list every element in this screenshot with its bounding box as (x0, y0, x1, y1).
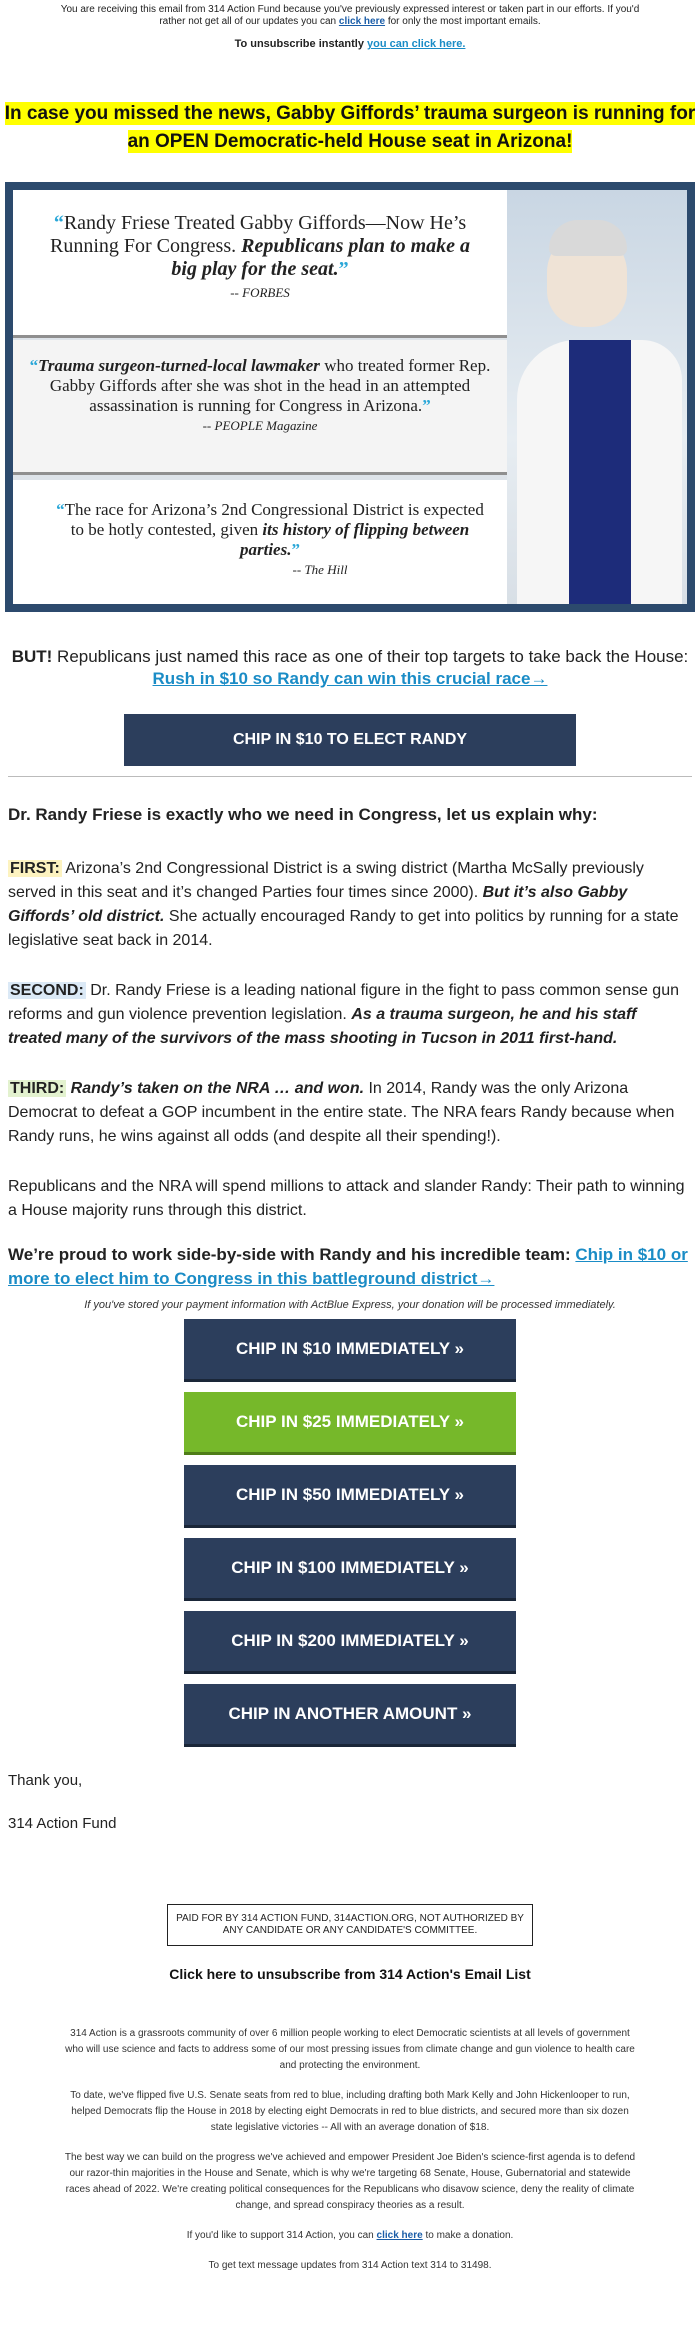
third-paragraph (8, 1077, 692, 1149)
hero-inner (13, 190, 687, 604)
footer-record: To date, we've flipped five U.S. Senate seats from red to blue, including drafting both Mark Kelly and John Hickenlooper to run, helped Democrats flip the House in 2018 by electing eight Democrats in red to blue districts, and secured more than six dozen state legislative victories -- All with an average donation of $18. (70, 2090, 630, 2133)
preheader-text: You are receiving this email from 314 Action Fund because you've previously expressed interest or taken part in our efforts. If you'd rather not get all of our updates you can (60, 4, 640, 27)
quote-hill-text: The race for Arizona’s 2nd Congressional District is expected to be hotly contested, given (64, 500, 484, 539)
chip-in-10-elect-button[interactable]: CHIP IN $10 TO ELECT RANDY (124, 714, 576, 766)
first-after: She actually encouraged Randy to get into politics by running for a state legislative seat back in 2014. (8, 908, 679, 949)
open-quote-mark: “ (56, 500, 65, 519)
footer-about: 314 Action is a grassroots community of over 6 million people working to elect Democratic scientists at all levels of government who will use science and facts to address some of our most pressing issues from climate change and gun violence to health care and protecting the environment. (65, 2028, 635, 2071)
chip-in-another-amount-button[interactable]: CHIP IN ANOTHER AMOUNT » (184, 1684, 516, 1747)
footer-agenda: The best way we can build on the progress we've achieved and empower President Joe Biden's science-first agenda is to defend our razor-thin majorities in the House and Senate, which is why we're targeting 68 Senate, House, Gubernatorial and statewide races ahead of 2022. We're creating political consequences for the Republicans who disavow science, deny the reality of climate change, and spread conspiracy theories as a result. (64, 2152, 636, 2211)
republicans-paragraph: Republicans and the NRA will spend millions to attack and slander Randy: Their path to winning a House majority runs through this district. (8, 1178, 685, 1219)
open-quote-mark: “ (29, 356, 39, 375)
but-text: Republicans just named this race as one of their top targets to take back the House: (52, 647, 689, 666)
section-title: Dr. Randy Friese is exactly who we need in Congress, let us explain why: (8, 805, 598, 824)
but-paragraph (0, 646, 700, 690)
quote-people (13, 340, 507, 475)
signature: 314 Action Fund (8, 1815, 117, 1832)
footer (0, 2026, 700, 2274)
hair-shape (549, 220, 627, 256)
main-content (0, 803, 700, 1291)
third-emph: Randy’s taken on the NRA … and won. (66, 1080, 365, 1097)
team-text: We’re proud to work side-by-side with Randy and his incredible team: (8, 1245, 576, 1264)
close-quote-mark: ” (422, 396, 431, 415)
but-lead: BUT! (11, 647, 53, 666)
quote-people-text: who treated former Rep. Gabby Giffords after she was shot in the head in an attempted assassination is running for Congress in Arizona. (49, 356, 491, 415)
chip-in-50-button[interactable]: CHIP IN $50 IMMEDIATELY » (184, 1465, 516, 1528)
quote-people-emph: Trauma surgeon-turned-local lawmaker (38, 356, 320, 375)
preheader-text-after: for only the most important emails. (385, 16, 541, 27)
chip-in-team-link[interactable]: Chip in $10 or more to elect him to Congress in this battleground district→ (8, 1245, 688, 1288)
quote-forbes-source: -- FORBES (230, 285, 290, 300)
team-paragraph (8, 1243, 692, 1291)
chip-in-200-button[interactable]: CHIP IN $200 IMMEDIATELY » (184, 1611, 516, 1674)
chip-in-25-button[interactable]: CHIP IN $25 IMMEDIATELY » (184, 1392, 516, 1455)
footer-sms: To get text message updates from 314 Action text 314 to 31498. (208, 2260, 492, 2271)
second-text: Dr. Randy Friese is a leading national figure in the fight to pass common sense gun reforms and gun violence prevention legislation. (8, 982, 679, 1023)
preheader (0, 0, 700, 28)
open-quote-mark: “ (53, 212, 64, 234)
quote-the-hill (13, 480, 507, 604)
chip-in-10-button[interactable]: CHIP IN $10 IMMEDIATELY » (184, 1319, 516, 1382)
second-paragraph (8, 979, 692, 1051)
actblue-note: If you've stored your payment information with ActBlue Express, your donation will be processed immediately. (84, 1299, 616, 1311)
close-quote-mark: ” (291, 540, 300, 559)
divider (8, 776, 692, 777)
quote-hill-source: -- The Hill (292, 562, 348, 577)
hero-image[interactable] (5, 182, 695, 612)
footer-support (60, 2228, 640, 2244)
first-paragraph (8, 857, 692, 953)
second-emph: As a trauma surgeon, he and his staff treated many of the survivors of the mass shooting in Tucson in 2011 first-hand. (8, 1006, 637, 1047)
unsubscribe-line (0, 38, 700, 50)
quote-people-source: -- PEOPLE Magazine (202, 418, 318, 433)
unsubscribe-list-link-wrap (0, 1966, 700, 1982)
footer-support-text: If you'd like to support 314 Action, you can (186, 2230, 377, 2241)
donate-buttons (0, 1319, 700, 1747)
footer-support-after: to make a donation. (422, 2230, 514, 2241)
headline (0, 100, 700, 156)
headline-text: In case you missed the news, Gabby Giffords’ trauma surgeon is running for an OPEN Democratic-held House seat in Arizona! (4, 103, 696, 152)
quote-forbes (13, 190, 507, 338)
quote-forbes-text: Randy Friese Treated Gabby Giffords—Now He’s Running For Congress. (49, 212, 467, 257)
blue-shirt-shape (569, 340, 631, 604)
quote-hill-emph: its history of flipping between parties. (240, 520, 470, 559)
first-emph: But it’s also Gabby Giffords’ old district. (8, 884, 628, 925)
quote-forbes-emph: Republicans plan to make a big play for the seat. (171, 235, 471, 280)
close-quote-mark: ” (338, 258, 349, 280)
candidate-photo (507, 190, 687, 604)
first-label: FIRST: (10, 860, 60, 877)
preheader-click-here-link[interactable]: click here (338, 16, 386, 27)
footer-donate-link[interactable]: click here (376, 2230, 423, 2241)
second-label: SECOND: (10, 982, 84, 999)
unsubscribe-list-link[interactable]: Click here to unsubscribe from 314 Action's Email List (169, 1966, 531, 1982)
chip-in-100-button[interactable]: CHIP IN $100 IMMEDIATELY » (184, 1538, 516, 1601)
thanks-text: Thank you, (8, 1772, 83, 1789)
third-label: THIRD: (10, 1080, 65, 1097)
unsubscribe-text: To unsubscribe instantly (234, 38, 367, 50)
third-text: In 2014, Randy was the only Arizona Democrat to defeat a GOP incumbent in the entire state. The NRA fears Randy because when Randy runs, he wins against all odds (and despite all their spending!). (8, 1080, 675, 1145)
unsubscribe-link[interactable]: you can click here. (367, 38, 466, 50)
paid-by-disclaimer: PAID FOR BY 314 ACTION FUND, 314ACTION.ORG, NOT AUTHORIZED BY ANY CANDIDATE OR ANY CANDIDATE'S COMMITTEE. (167, 1904, 533, 1946)
first-text: Arizona’s 2nd Congressional District is a swing district (Martha McSally previously served in this seat and it’s changed Parties four times since 2000). (8, 860, 644, 901)
rush-in-link[interactable]: Rush in $10 so Randy can win this crucial race→ (152, 669, 548, 688)
